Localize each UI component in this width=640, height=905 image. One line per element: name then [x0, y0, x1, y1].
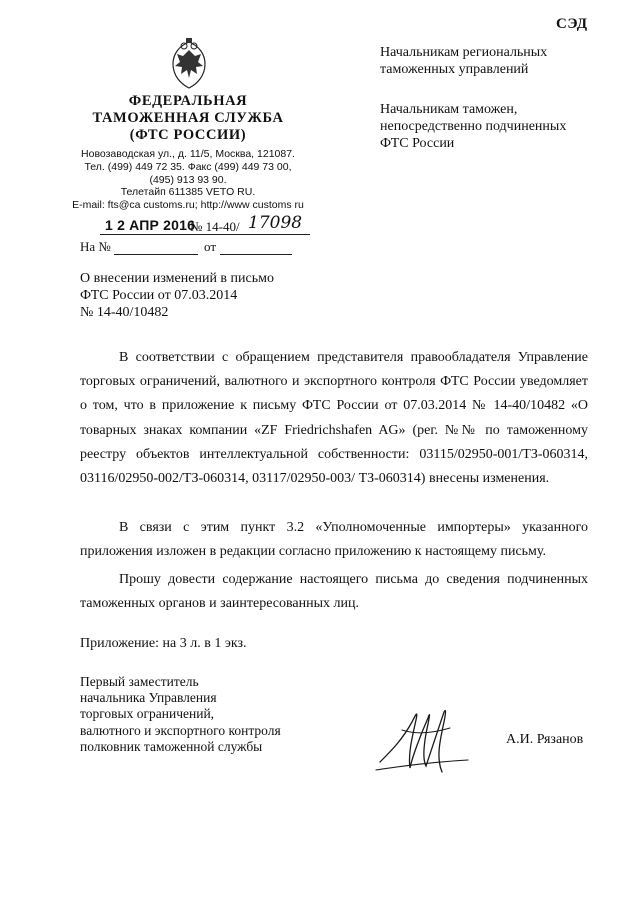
signer-line: Первый заместитель: [80, 674, 199, 689]
signer-line: валютного и экспортного контроля: [80, 722, 281, 738]
addressee-line: таможенных управлений: [380, 62, 529, 77]
signer-name: А.И. Рязанов: [506, 732, 584, 747]
contact-details: [60, 148, 316, 212]
paragraph: Прошу довести содержание настоящего письма до сведения подчиненных таможенных органов и заинтересованных лиц.: [80, 572, 588, 612]
subject-line: № 14-40/10482: [80, 305, 169, 320]
paragraph: В соответствии с обращением представителя правообладателя Управление торговых ограничений, валютного и экспортного контроля ФТС России уведомляет о том, что в приложение к письму ФТС России от 07.03.2014 № 14-40/10482 «О товарных знаках компании «ZF Friedrichshafen AG» (рег. №№ по таможенному реестру объектов интеллектуальной собственности: 03115/02950-001/ТЗ-060314, 03116/02950-002/ТЗ-060314, 03117/02950-003/ ТЗ-060314) внесены изменения.: [80, 350, 588, 487]
subject-line: ФТС России от 07.03.2014: [80, 288, 238, 303]
signer-position: [80, 674, 340, 755]
on-number-blank: [114, 254, 198, 255]
contact-line: (495) 913 93 90.: [149, 173, 227, 186]
registration-underline: [100, 234, 310, 235]
coat-of-arms-emblem: [165, 36, 213, 90]
signer-line: торговых ограничений,: [80, 706, 215, 722]
signer-line: полковник таможенной службы: [80, 738, 263, 754]
registration-number-prefix: № 14-40/: [190, 219, 240, 234]
addressee-line: Начальникам региональных: [380, 45, 548, 60]
addressee-line: Начальникам таможен,: [380, 102, 518, 117]
letter-body-paragraph-2: [80, 516, 588, 564]
contact-line: Новозаводская ул., д. 11/5, Москва, 121087.: [81, 148, 295, 160]
paragraph: В связи с этим пункт 3.2 «Уполномоченные импортеры» указанного приложения изложен в редакции согласно приложению к настоящему письму.: [80, 520, 588, 560]
appendix-note: Приложение: на 3 л. в 1 экз.: [80, 636, 247, 651]
from-label: от: [204, 239, 217, 254]
addressee-line: ФТС России: [380, 136, 455, 151]
signer-line: начальника Управления: [80, 690, 217, 706]
addressee-customs: [380, 101, 620, 152]
org-line-2: ТАМОЖЕННАЯ СЛУЖБА: [92, 110, 284, 126]
organization-header: [60, 93, 316, 144]
addressee-regional: [380, 44, 620, 78]
on-number-label: На №: [80, 239, 111, 254]
org-line-1: ФЕДЕРАЛЬНАЯ: [128, 93, 248, 109]
registration-date-stamp: 1 2 АПР 2016: [105, 217, 196, 233]
contact-line: E-mail: fts@ca customs.ru; http://www customs ru: [72, 199, 304, 212]
letter-body-paragraph-1: [80, 346, 588, 491]
letter-subject: [80, 270, 340, 321]
reference-line: [80, 239, 330, 259]
letter-body-paragraph-3: [80, 568, 588, 616]
org-line-3: (ФТС РОССИИ): [129, 127, 247, 143]
contact-line: Тел. (499) 449 72 35. Факс (499) 449 73 00,: [84, 160, 292, 173]
registration-line: [80, 215, 340, 237]
contact-line: Телетайп 611385 VETO RU.: [120, 186, 256, 199]
registration-number-handwritten: 17098: [248, 213, 303, 233]
from-date-blank: [220, 254, 292, 255]
addressee-line: непосредственно подчиненных: [380, 119, 567, 134]
subject-line: О внесении изменений в письмо: [80, 271, 274, 286]
sed-stamp: СЭД: [556, 16, 588, 32]
handwritten-signature: [372, 700, 472, 780]
